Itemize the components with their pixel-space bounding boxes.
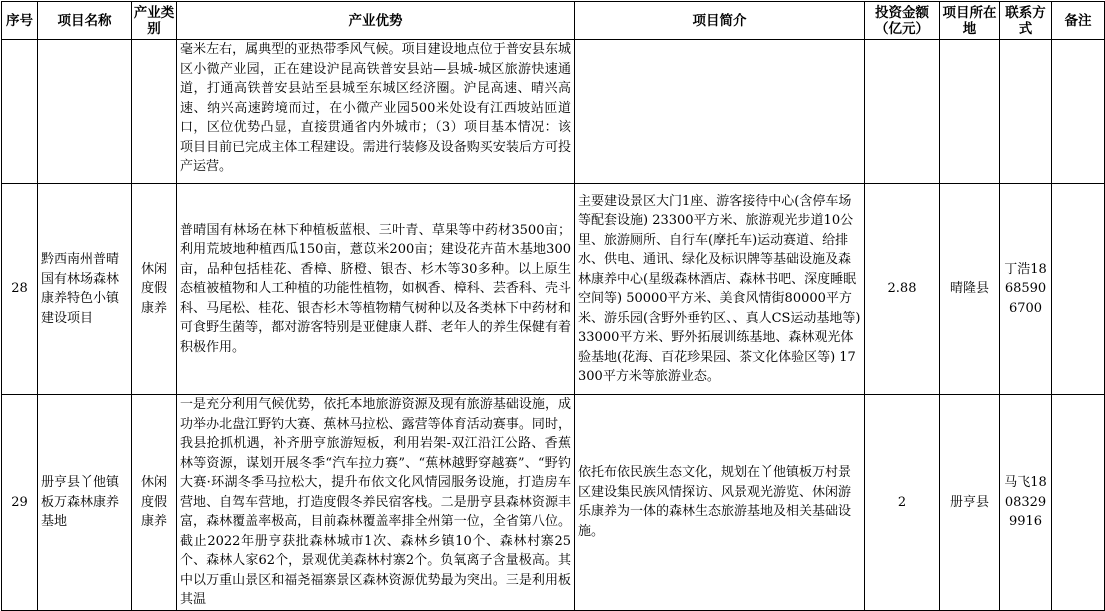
cell-seq: 29 <box>2 395 38 611</box>
cell-investment: 2 <box>865 395 940 611</box>
header-location: 项目所在地 <box>940 2 1000 40</box>
cell-contact: 丁浩18685906700 <box>1000 184 1052 395</box>
cell-intro <box>575 40 865 184</box>
header-advantage: 产业优势 <box>177 2 575 40</box>
cell-category: 休闲度假康养 <box>132 395 177 611</box>
cell-intro: 主要建设景区大门1座、游客接待中心(含停车场等配套设施) 23300平方米、旅游观光步道10公里、旅游厕所、自行车(摩托车)运动赛道、给排水、供电、通讯、绿化及标识牌等基础设施及森林康养中心(星级森林酒店、森林书吧、深度睡眠空间等) 50000平方米、美食风情街80000平方米、游乐园(含野外垂钓区、、真人CS运动基地等) 33000平方米、野外拓展训练基地、森林观光体验基地(花海、百花珍果园、茶文化体验区等) 17300平方米等旅游业态。 <box>575 184 865 395</box>
cell-investment: 2.88 <box>865 184 940 395</box>
cell-location <box>940 40 1000 184</box>
header-seq: 序号 <box>2 2 38 40</box>
cell-name <box>38 40 132 184</box>
cell-name: 册亨县丫他镇板万森林康养基地 <box>38 395 132 611</box>
cell-advantage: 普晴国有林场在林下种植板蓝根、三叶青、草果等中药材3500亩；利用荒坡地种植西瓜150亩，薏苡米200亩；建设花卉苗木基地300亩，品种包括桂花、香樟、脐橙、银杏、杉木等30多种。以上原生态植被植物和人工种植的功能性植物，如枫香、樟科、芸香科、壳斗科、马尾松、桂花、银杏杉木等植物精气树种以及各类林下中药材和可食野生菌等，都对游客特别是亚健康人群、老年人的养生保健有着积极作用。 <box>177 184 575 395</box>
header-investment: 投资金额（亿元） <box>865 2 940 40</box>
cell-contact: 马飞18083299916 <box>1000 395 1052 611</box>
project-table <box>1 1 1105 611</box>
cell-remark <box>1052 40 1105 184</box>
cell-contact <box>1000 40 1052 184</box>
cell-category: 休闲度假康养 <box>132 184 177 395</box>
header-contact: 联系方式 <box>1000 2 1052 40</box>
header-intro: 项目简介 <box>575 2 865 40</box>
table-row <box>2 395 1105 611</box>
table-row <box>2 40 1105 184</box>
header-remark: 备注 <box>1052 2 1105 40</box>
cell-intro: 依托布依民族生态文化，规划在丫他镇板万村景区建设集民族风情探访、风景观光游览、休闲游乐康养为一体的森林生态旅游基地及相关基础设施。 <box>575 395 865 611</box>
table-header-row <box>2 2 1105 40</box>
cell-advantage: 毫米左右，属典型的亚热带季风气候。项目建设地点位于普安县东城区小微产业园，正在建设沪昆高铁普安县站—县城-城区旅游快速通道，打通高铁普安县站至县城至东城区经济圈。沪昆高速、晴兴高速、纳兴高速跨境而过，在小微产业园500米处设有江西坡站匝道口，区位优势凸显，直接贯通省内外城市；（3）项目基本情况：该项目目前已完成主体工程建设。需进行装修及设备购买安装后方可投产运营。 <box>177 40 575 184</box>
cell-name: 黔西南州普晴国有林场森林康养特色小镇建设项目 <box>38 184 132 395</box>
cell-seq: 28 <box>2 184 38 395</box>
cell-remark <box>1052 395 1105 611</box>
cell-advantage: 一是充分利用气候优势，依托本地旅游资源及现有旅游基础设施，成功举办北盘江野钓大赛、蕉林马拉松、露营等体育活动赛事。同时，我县抢抓机遇，补齐册亨旅游短板，利用岩架-双江沿江公路、香蕉林等资源，谋划开展冬季“汽车拉力赛”、“蕉林越野穿越赛”、“野钓大赛·环湖冬季马拉松大，提升布依文化风情园服务设施，打造房车营地、自驾车营地，打造度假冬养民宿客栈。二是册亨县森林资源丰富，森林覆盖率极高，目前森林覆盖率排全州第一位，全省第八位。截止2022年册亨获批森林城市1次、森林乡镇10个、森林村寨25个、森林人家62个，景观优美森林村寨2个。负氧离子含量极高。其中以万重山景区和福尧福寨景区森林资源优势最为突出。三是利用板其温 <box>177 395 575 611</box>
cell-category <box>132 40 177 184</box>
cell-location: 晴隆县 <box>940 184 1000 395</box>
cell-remark <box>1052 184 1105 395</box>
table-row <box>2 184 1105 395</box>
header-category: 产业类别 <box>132 2 177 40</box>
header-name: 项目名称 <box>38 2 132 40</box>
cell-location: 册亨县 <box>940 395 1000 611</box>
cell-seq <box>2 40 38 184</box>
cell-investment <box>865 40 940 184</box>
